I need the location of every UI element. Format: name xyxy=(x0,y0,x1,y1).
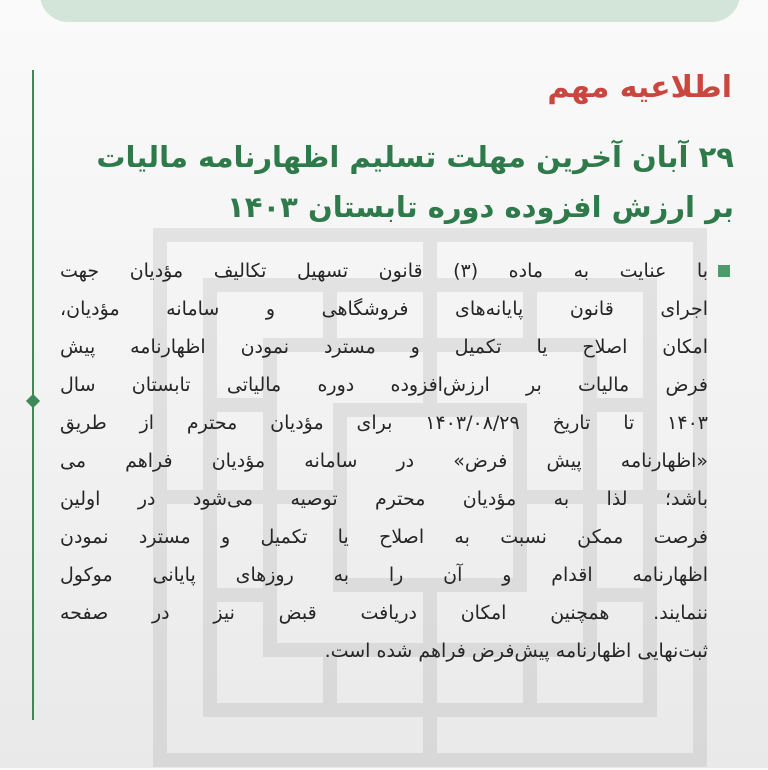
body-line: «اظهارنامه پیش فرض» در سامانه مؤدیان فراهم می xyxy=(60,450,708,472)
body-line: اظهارنامه اقدام و آن را به روزهای پایانی موکول xyxy=(60,564,708,586)
headline-line-1: ۲۹ آبان آخرین مهلت تسلیم اظهارنامه مالیات xyxy=(96,140,734,174)
body-line: ثبت‌نهایی اظهارنامه پیش‌فرض فراهم شده است. xyxy=(324,640,708,662)
body-line: امکان اصلاح یا تکمیل و مسترد نمودن اظهارنامه پیش xyxy=(60,336,708,358)
headline xyxy=(96,132,734,232)
body-line: فرض مالیات بر ارزش‌افزوده دوره مالیاتی تابستان سال xyxy=(60,374,708,396)
side-diamond-ornament xyxy=(26,394,40,408)
body-line: فرصت ممکن نسبت به اصلاح یا تکمیل و مسترد نمودن xyxy=(60,526,708,548)
body-line: با عنایت به ماده (۳) قانون تسهیل تکالیف مؤدیان جهت xyxy=(60,260,709,282)
headline-line-2: بر ارزش افزوده دوره تابستان ۱۴۰۳ xyxy=(227,190,734,224)
body-line: ننمایند. همچنین امکان دریافت قبض نیز در صفحه xyxy=(60,602,708,624)
announcement-body xyxy=(60,252,708,670)
body-line: اجرای قانون پایانه‌های فروشگاهی و سامانه مؤدیان، xyxy=(60,298,708,320)
notice-label: اطلاعیه مهم xyxy=(547,70,732,105)
top-banner-tab xyxy=(40,0,740,22)
body-line: ۱۴۰۳ تا تاریخ ۱۴۰۳/۰۸/۲۹ برای مؤدیان محترم از طریق xyxy=(60,412,708,434)
body-line: باشد؛ لذا به مؤدیان محترم توصیه می‌شود در اولین xyxy=(60,488,708,510)
bullet-square-icon xyxy=(718,265,730,277)
